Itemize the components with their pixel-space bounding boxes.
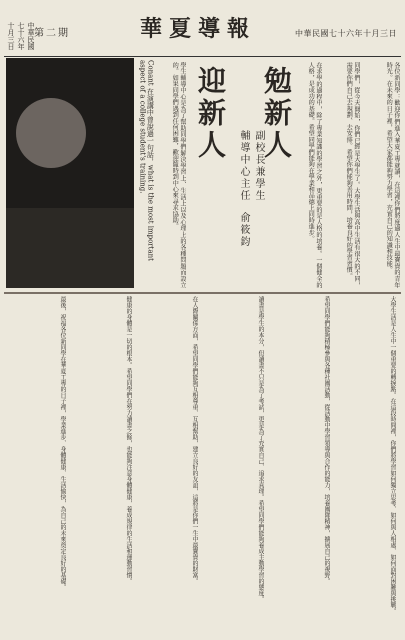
lower-column: 大學生活是人生中一個重要的轉捩點。在這段時間裡，你們將學習如何獨立思考、如何與人相處、如何面對困難與挑戰。 [389,296,396,614]
masthead-rule [4,56,401,57]
photo-caption: Conant 在演講中曾說過一句話，what is the most important aspect of a college student's training. [138,60,155,261]
byline-role: 副校長兼學生輔導中心主任 [238,130,264,202]
article-column-4: 學生輔導中心是為了幫助同學們解決學習上、生活上以及心理上的各種問題而設立的。如果同學們遇到任何困難，歡迎隨時到中心來尋求協助。 [171,62,186,288]
article-column-3: 在求學的過程中，除了專業知識的學習之外，更重要的是人格的培養。一個健全的人格，是成功的基礎。希望同學們能夠在學業和品德上同時進步。 [307,62,322,288]
issue-label: 第二期 [34,28,70,39]
speaker-photo [6,58,134,288]
article-headline-a: 迎新人 [194,66,227,162]
lower-column: 讀書是學生的本分，但讀書不只是為了考試，更是為了充實自己、追求真理。希望同學們能夠養成主動學習的態度。 [257,296,264,602]
lower-column: 最後，祝福各位新同學在華夏工專的日子裡，學業進步、身體健康、生活愉快，為自己的未來奠定良好的基礎。 [59,296,66,590]
article-column-2: 同學們，從今天開始，你們已經是大學生了。大學生活與高中生活有很大的不同，需要你們自己去規劃、去安排。希望你們能夠善用時間，培養良好的學習習慣。 [345,62,360,288]
speaker-figure [16,98,86,168]
article-column-1: 各位新同學：歡迎你們進入華夏工專就讀，在這裡你們將度過人生中最寶貴的青年時光。在未來的日子裡，希望大家都能夠努力學習，充實自己的知識和技能。 [385,62,400,288]
lower-column: 在人際關係方面，希望同學們能夠互相尊重、互相幫助，建立良好的友誼，這將是你們一生中最寶貴的財富。 [191,296,198,584]
lower-column: 健康的身體是一切的根本。希望同學們在努力讀書之餘，也能夠注意身體健康，養成規律的生活和運動習慣。 [125,296,132,584]
section-divider [4,292,401,294]
lower-text-block [4,296,401,636]
byline-name: 俞筱鈞 [238,212,249,248]
masthead [0,10,405,56]
issue-date: 中華民國七十六年十月三日 [295,29,397,38]
article-headline-b: 勉新人 [260,66,293,162]
newspaper-title: 華夏導報 [140,16,257,42]
page-edge-text: 中華民國七十六年十月三日 [7,22,35,50]
lower-column: 希望同學們能夠積極參與各種社團活動，從活動中學習領導與合作的能力，培養團隊精神，擴展自己的視野。 [323,296,330,584]
podium [6,208,134,288]
